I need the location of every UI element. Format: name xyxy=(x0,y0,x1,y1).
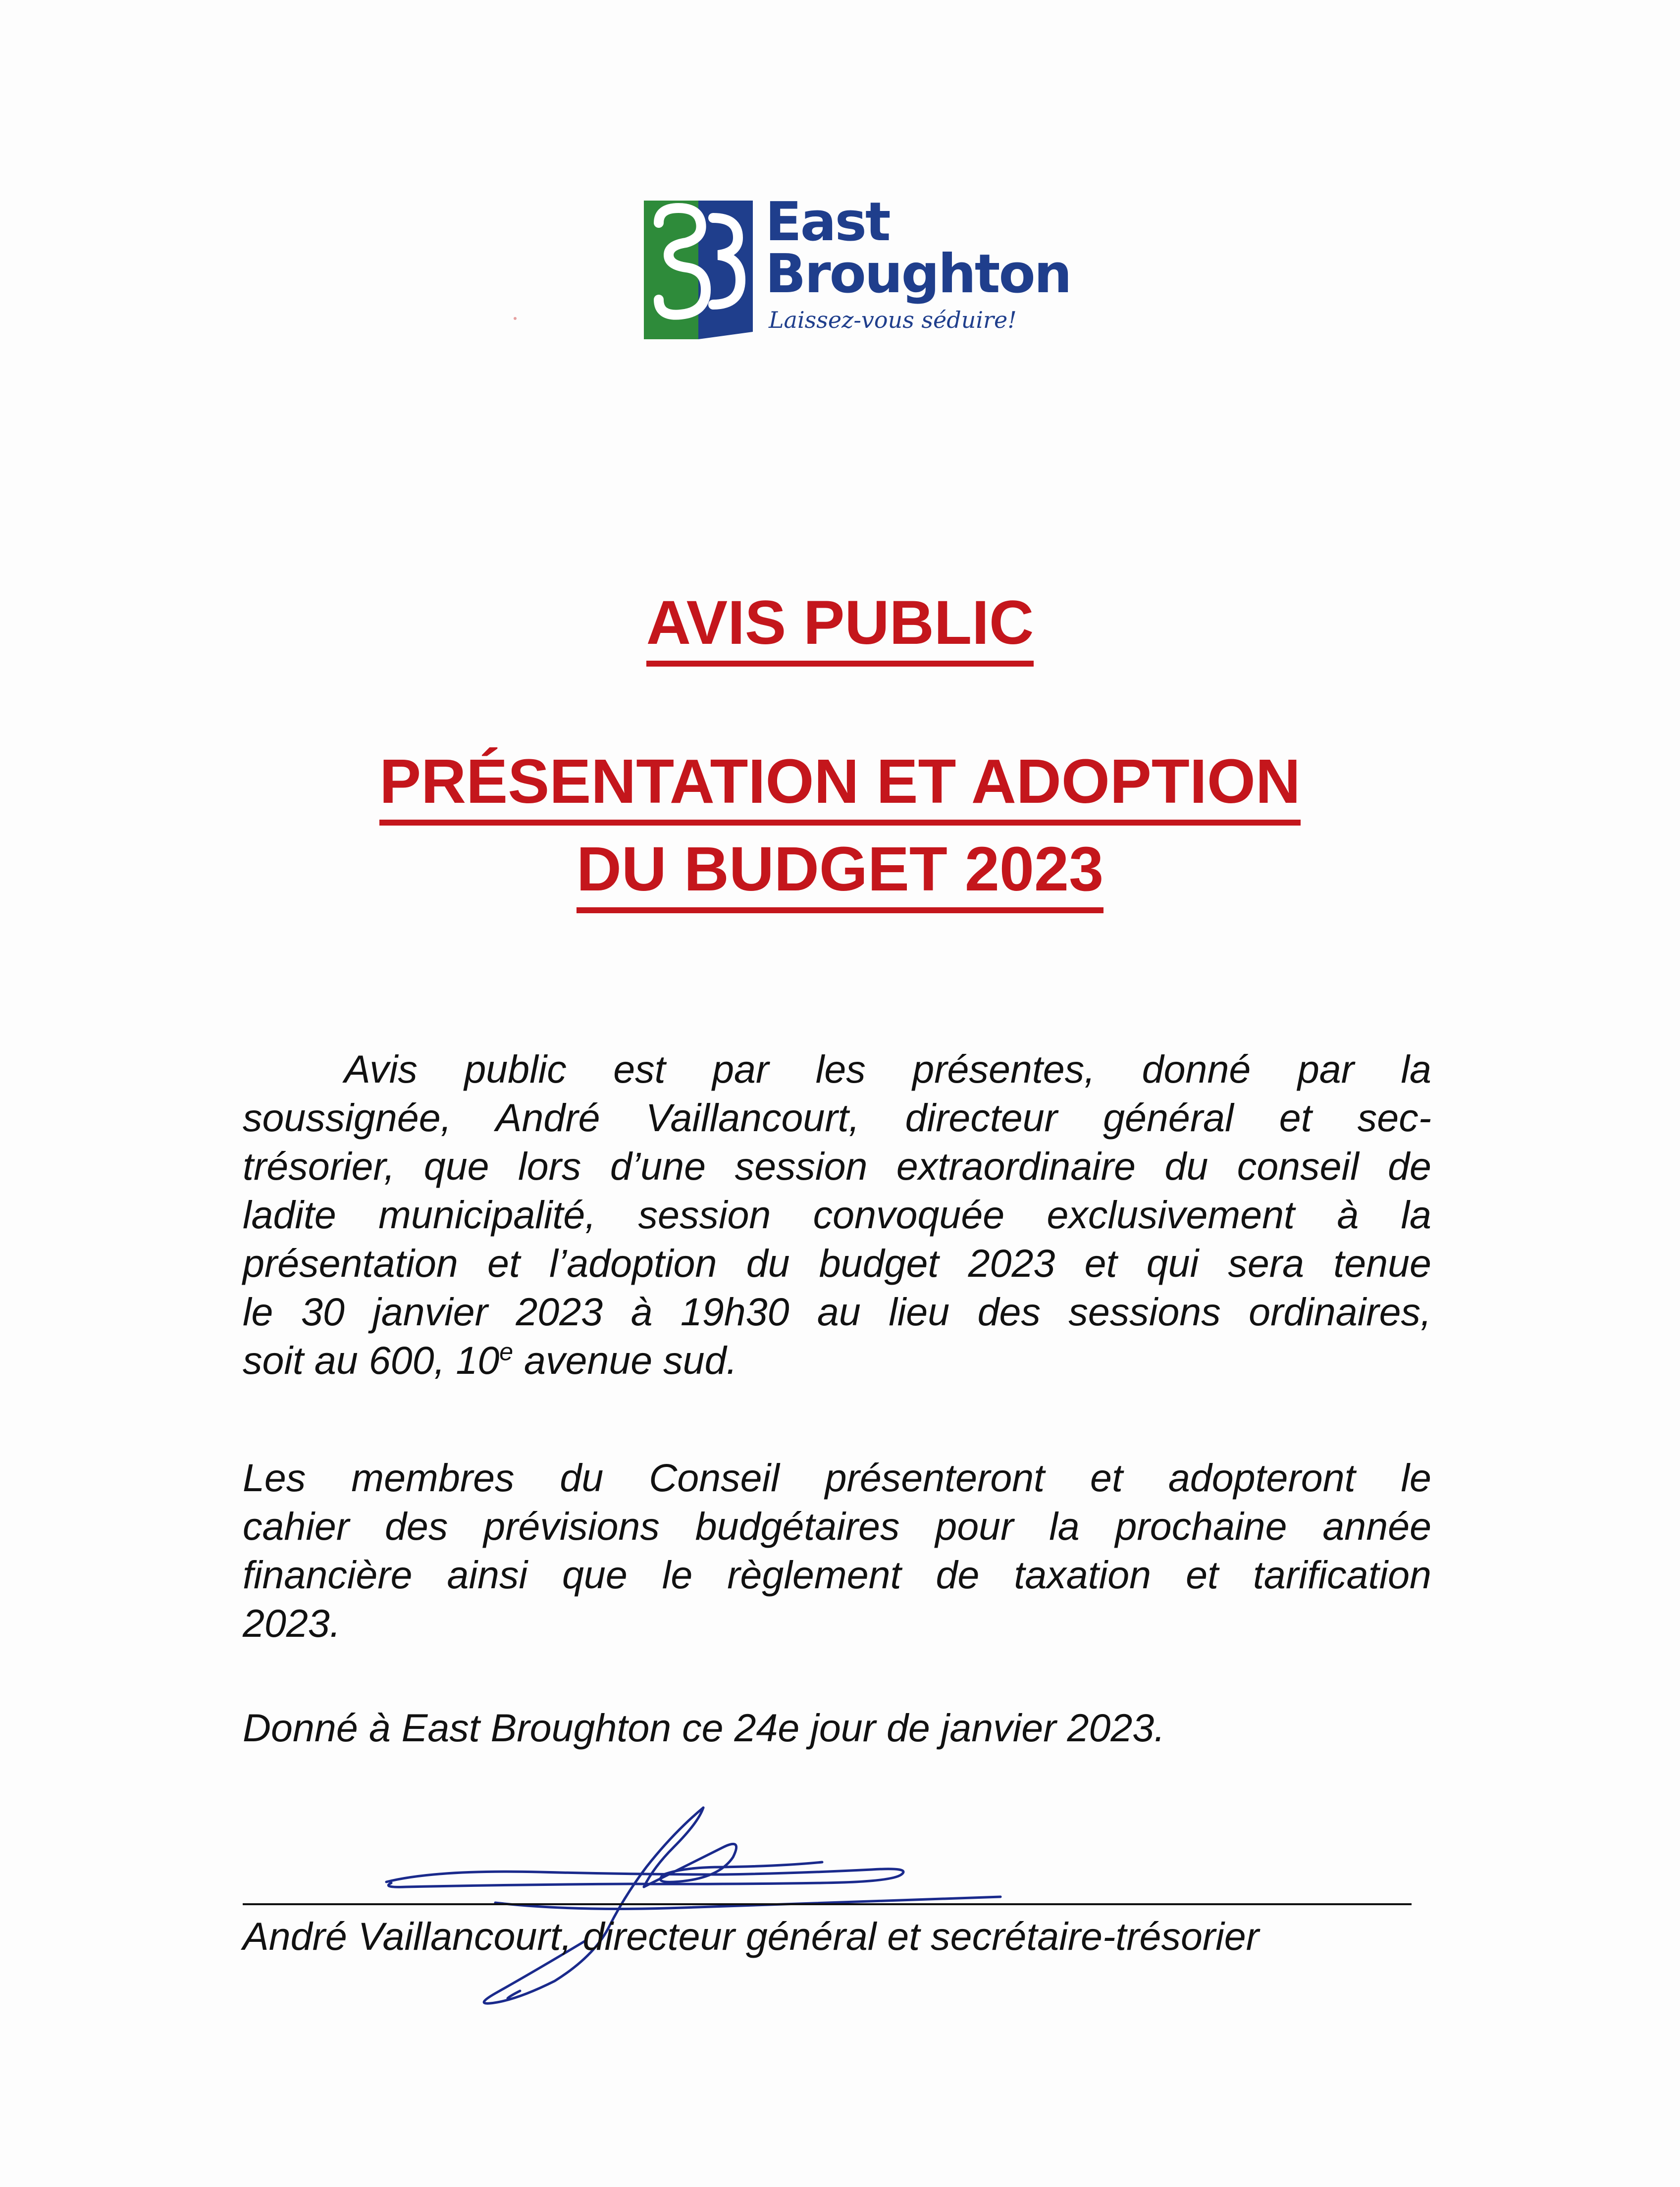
logo-emblem-icon xyxy=(639,196,758,344)
paragraph-budget xyxy=(243,1454,1431,1648)
paragraph-line: soussignée, André Vaillancourt, directeur général et sec- xyxy=(243,1095,1431,1140)
paragraph-line-address xyxy=(243,1336,1431,1385)
paragraph-line: 2023. xyxy=(243,1601,341,1645)
notice-subtitle-line2-text: DU BUDGET 2023 xyxy=(577,838,1103,913)
notice-title xyxy=(0,588,1680,667)
signature-rule xyxy=(243,1903,1412,1905)
notice-title-text: AVIS PUBLIC xyxy=(646,592,1034,667)
paragraph-given xyxy=(243,1704,1431,1752)
paragraph-line: Avis public est par les présentes, donné par la xyxy=(344,1047,1431,1091)
paragraph-notice xyxy=(243,1045,1431,1385)
logo-line-broughton: Broughton xyxy=(765,243,1071,305)
address-suffix: avenue sud. xyxy=(513,1338,737,1382)
east-broughton-logo xyxy=(639,191,1071,344)
paragraph-line: financière ainsi que le règlement de taxation et tarification xyxy=(243,1553,1431,1597)
address-superscript: e xyxy=(499,1338,514,1366)
signatory-caption: André Vaillancourt, directeur général et secrétaire-trésorier xyxy=(243,1914,1260,1958)
notice-subtitle-line1 xyxy=(0,746,1680,826)
paragraph-line: le 30 janvier 2023 à 19h30 au lieu des sessions ordinaires, xyxy=(243,1290,1431,1334)
handwritten-signature xyxy=(376,1773,1020,2011)
scan-speck xyxy=(514,317,517,320)
logo-line-east: East xyxy=(765,191,890,253)
paragraph-line: ladite municipalité, session convoquée exclusivement à la xyxy=(243,1193,1431,1237)
notice-subtitle-line1-text: PRÉSENTATION ET ADOPTION xyxy=(379,750,1301,826)
notice-subtitle-line2 xyxy=(0,834,1680,913)
paragraph-line: trésorier, que lors d’une session extraordinaire du conseil de xyxy=(243,1144,1431,1188)
paragraph-line: cahier des prévisions budgétaires pour la prochaine année xyxy=(243,1504,1431,1548)
paragraph-line: Les membres du Conseil présenteront et adopteront le xyxy=(243,1456,1431,1500)
logo-tagline: Laissez-vous séduire! xyxy=(769,307,1017,333)
paragraph-line: Donné à East Broughton ce 24e jour de janvier 2023. xyxy=(243,1706,1165,1750)
address-prefix: soit au 600, 10 xyxy=(243,1338,500,1382)
paragraph-line: présentation et l’adoption du budget 2023 et qui sera tenue xyxy=(243,1241,1431,1285)
